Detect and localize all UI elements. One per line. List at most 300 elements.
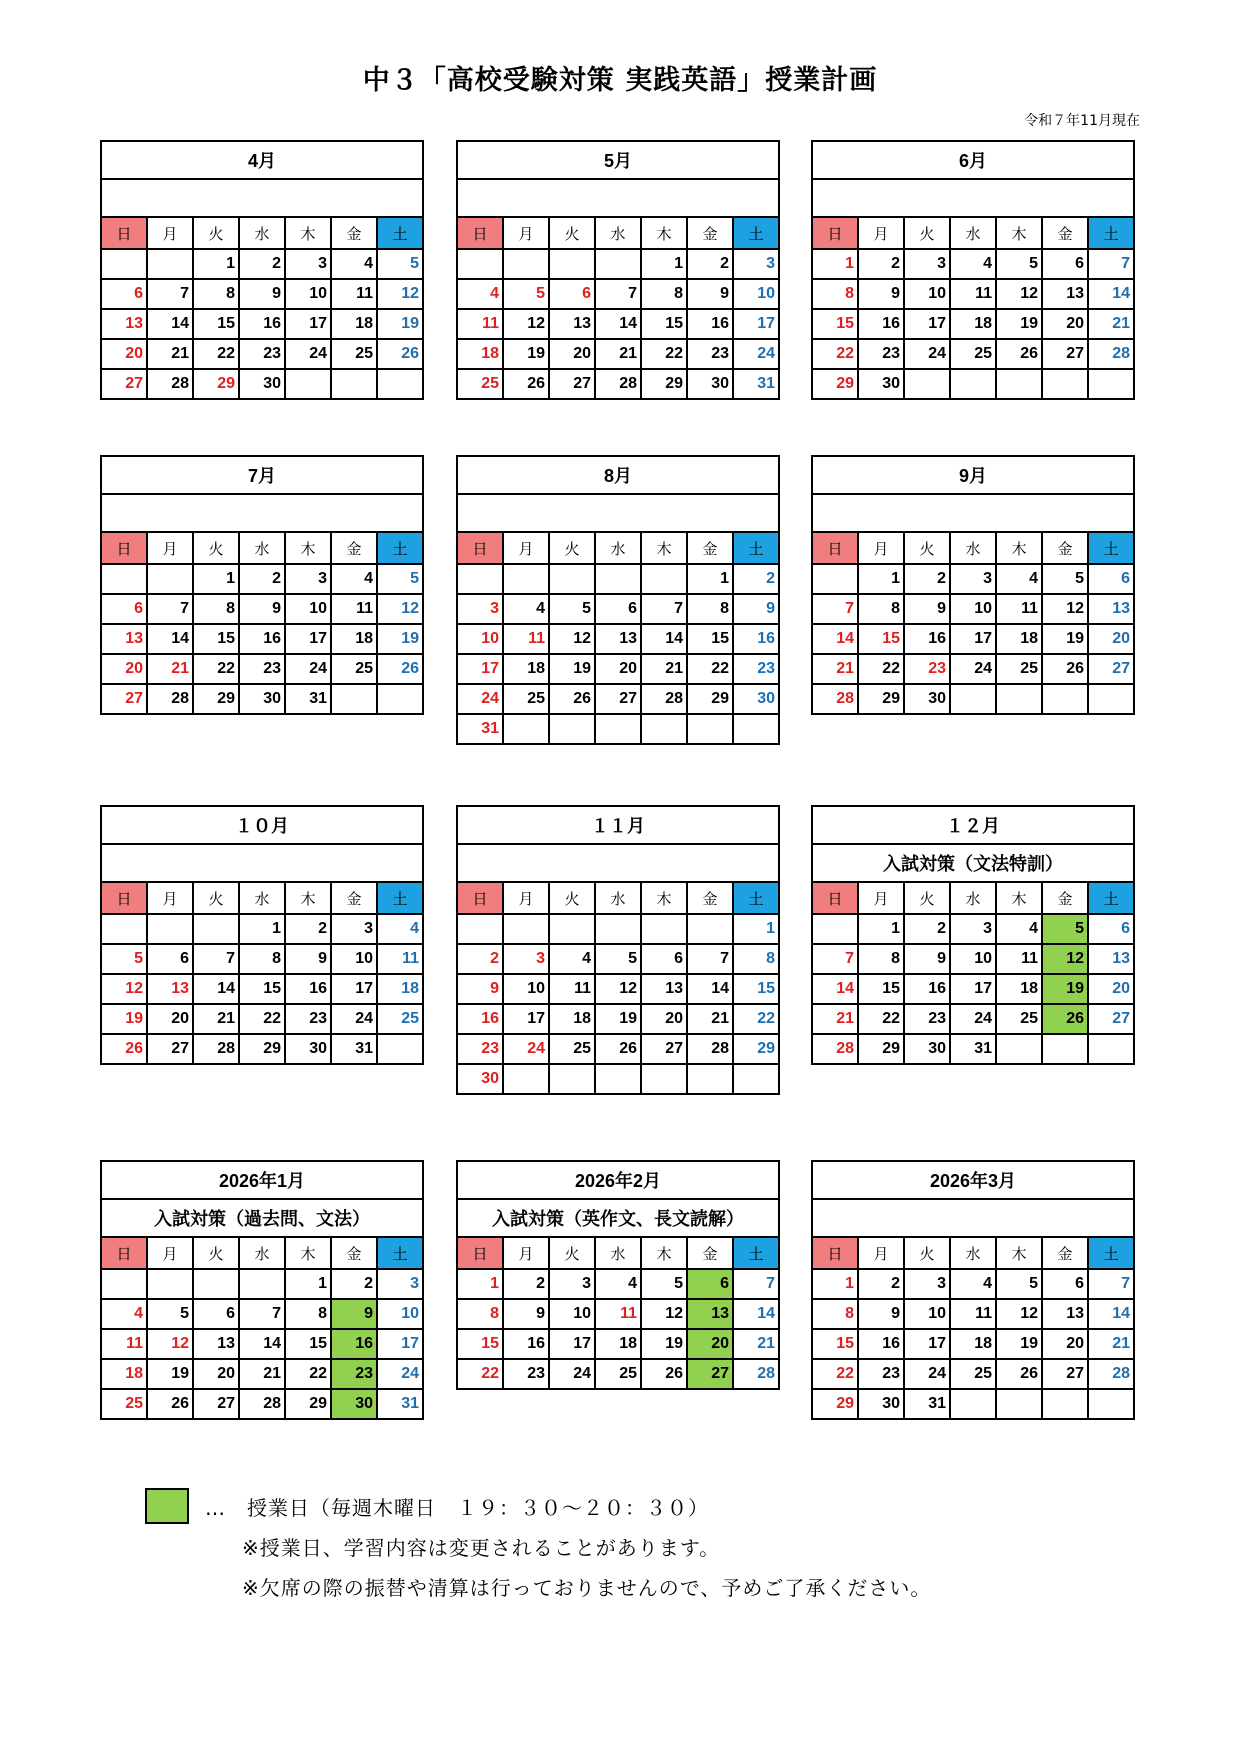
empty-cell — [377, 1034, 423, 1064]
month-calendar — [456, 140, 780, 400]
weekday-header: 日 — [457, 1237, 503, 1269]
day-cell: 18 — [996, 624, 1042, 654]
weekday-header: 木 — [996, 217, 1042, 249]
weekday-header: 月 — [858, 1237, 904, 1269]
day-cell: 27 — [549, 369, 595, 399]
empty-cell — [812, 914, 858, 944]
empty-cell — [549, 714, 595, 744]
day-cell: 16 — [687, 309, 733, 339]
weekday-header: 日 — [101, 882, 147, 914]
day-cell: 7 — [239, 1299, 285, 1329]
day-cell: 18 — [996, 974, 1042, 1004]
day-cell: 29 — [858, 1034, 904, 1064]
month-note — [812, 179, 1134, 217]
day-cell: 19 — [996, 309, 1042, 339]
day-cell: 7 — [733, 1269, 779, 1299]
day-cell: 30 — [904, 684, 950, 714]
day-cell: 18 — [377, 974, 423, 1004]
day-cell: 9 — [239, 594, 285, 624]
weekday-header: 土 — [1088, 217, 1134, 249]
day-cell: 12 — [996, 279, 1042, 309]
day-cell: 13 — [1088, 594, 1134, 624]
day-cell: 8 — [641, 279, 687, 309]
day-cell: 31 — [733, 369, 779, 399]
day-cell: 20 — [1042, 309, 1088, 339]
month-calendar — [456, 1160, 780, 1390]
weekday-header: 金 — [331, 217, 377, 249]
day-cell: 4 — [950, 249, 996, 279]
day-cell: 16 — [904, 624, 950, 654]
day-cell: 30 — [858, 1389, 904, 1419]
day-cell: 21 — [1088, 309, 1134, 339]
day-cell: 9 — [733, 594, 779, 624]
day-cell: 24 — [285, 339, 331, 369]
weekday-header: 火 — [193, 217, 239, 249]
weekday-header: 日 — [457, 532, 503, 564]
day-cell: 6 — [101, 594, 147, 624]
day-cell: 19 — [101, 1004, 147, 1034]
weekday-header: 火 — [549, 882, 595, 914]
day-cell: 30 — [858, 369, 904, 399]
day-cell: 25 — [595, 1359, 641, 1389]
month-note — [457, 494, 779, 532]
day-cell: 2 — [904, 564, 950, 594]
day-cell: 21 — [1088, 1329, 1134, 1359]
weekday-header: 土 — [733, 217, 779, 249]
day-cell: 2 — [858, 1269, 904, 1299]
empty-cell — [239, 1269, 285, 1299]
day-cell: 19 — [996, 1329, 1042, 1359]
day-cell: 27 — [687, 1359, 733, 1389]
weekday-header: 月 — [147, 1237, 193, 1269]
day-cell: 12 — [503, 309, 549, 339]
day-cell: 16 — [858, 309, 904, 339]
empty-cell — [101, 249, 147, 279]
empty-cell — [549, 249, 595, 279]
day-cell: 16 — [331, 1329, 377, 1359]
day-cell: 7 — [147, 594, 193, 624]
day-cell: 8 — [193, 594, 239, 624]
day-cell: 6 — [595, 594, 641, 624]
day-cell: 29 — [687, 684, 733, 714]
day-cell: 5 — [147, 1299, 193, 1329]
weekday-header: 土 — [733, 532, 779, 564]
day-cell: 5 — [377, 564, 423, 594]
day-cell: 25 — [549, 1034, 595, 1064]
day-cell: 26 — [1042, 654, 1088, 684]
weekday-header: 火 — [193, 882, 239, 914]
day-cell: 8 — [812, 1299, 858, 1329]
day-cell: 5 — [1042, 914, 1088, 944]
day-cell: 24 — [549, 1359, 595, 1389]
empty-cell — [641, 1064, 687, 1094]
day-cell: 11 — [996, 594, 1042, 624]
day-cell: 13 — [595, 624, 641, 654]
day-cell: 20 — [1088, 974, 1134, 1004]
day-cell: 15 — [858, 624, 904, 654]
empty-cell — [1088, 1034, 1134, 1064]
day-cell: 13 — [641, 974, 687, 1004]
day-cell: 6 — [193, 1299, 239, 1329]
day-cell: 28 — [641, 684, 687, 714]
weekday-header: 水 — [239, 532, 285, 564]
weekday-header: 水 — [239, 882, 285, 914]
day-cell: 24 — [377, 1359, 423, 1389]
day-cell: 8 — [457, 1299, 503, 1329]
day-cell: 1 — [239, 914, 285, 944]
day-cell: 2 — [285, 914, 331, 944]
day-cell: 16 — [239, 624, 285, 654]
day-cell: 26 — [1042, 1004, 1088, 1034]
day-cell: 27 — [1088, 1004, 1134, 1034]
day-cell: 11 — [595, 1299, 641, 1329]
day-cell: 20 — [1088, 624, 1134, 654]
day-cell: 22 — [239, 1004, 285, 1034]
weekday-header: 月 — [147, 532, 193, 564]
empty-cell — [193, 1269, 239, 1299]
day-cell: 22 — [812, 339, 858, 369]
month-calendar — [456, 455, 780, 745]
month-label: 6月 — [812, 141, 1134, 179]
day-cell: 30 — [239, 684, 285, 714]
month-note: 入試対策（英作文、長文読解） — [457, 1199, 779, 1237]
day-cell: 10 — [503, 974, 549, 1004]
month-label: 5月 — [457, 141, 779, 179]
empty-cell — [687, 914, 733, 944]
day-cell: 14 — [1088, 279, 1134, 309]
month-note — [101, 844, 423, 882]
day-cell: 11 — [457, 309, 503, 339]
day-cell: 1 — [193, 564, 239, 594]
day-cell: 12 — [549, 624, 595, 654]
day-cell: 24 — [733, 339, 779, 369]
day-cell: 11 — [503, 624, 549, 654]
empty-cell — [503, 714, 549, 744]
day-cell: 11 — [549, 974, 595, 1004]
month-calendar — [100, 140, 424, 400]
day-cell: 23 — [331, 1359, 377, 1389]
weekday-header: 木 — [996, 882, 1042, 914]
day-cell: 21 — [687, 1004, 733, 1034]
weekday-header: 月 — [503, 1237, 549, 1269]
day-cell: 1 — [858, 914, 904, 944]
weekday-header: 金 — [1042, 217, 1088, 249]
empty-cell — [503, 249, 549, 279]
weekday-header: 土 — [377, 1237, 423, 1269]
day-cell: 27 — [101, 369, 147, 399]
day-cell: 20 — [1042, 1329, 1088, 1359]
weekday-header: 水 — [950, 1237, 996, 1269]
month-calendar — [100, 805, 424, 1065]
month-calendar — [100, 1160, 424, 1420]
month-label: 2026年1月 — [101, 1161, 423, 1199]
month-note — [812, 1199, 1134, 1237]
day-cell: 18 — [101, 1359, 147, 1389]
weekday-header: 火 — [193, 532, 239, 564]
weekday-header: 水 — [239, 1237, 285, 1269]
weekday-header: 月 — [503, 532, 549, 564]
empty-cell — [595, 714, 641, 744]
day-cell: 25 — [996, 654, 1042, 684]
day-cell: 17 — [950, 624, 996, 654]
day-cell: 5 — [377, 249, 423, 279]
day-cell: 26 — [147, 1389, 193, 1419]
month-calendar — [811, 455, 1135, 715]
empty-cell — [996, 1389, 1042, 1419]
weekday-header: 水 — [950, 882, 996, 914]
day-cell: 11 — [950, 1299, 996, 1329]
day-cell: 7 — [193, 944, 239, 974]
day-cell: 2 — [858, 249, 904, 279]
day-cell: 19 — [549, 654, 595, 684]
day-cell: 8 — [687, 594, 733, 624]
day-cell: 27 — [193, 1389, 239, 1419]
day-cell: 18 — [549, 1004, 595, 1034]
day-cell: 16 — [457, 1004, 503, 1034]
weekday-header: 水 — [950, 217, 996, 249]
day-cell: 25 — [101, 1389, 147, 1419]
empty-cell — [641, 914, 687, 944]
empty-cell — [904, 369, 950, 399]
day-cell: 22 — [812, 1359, 858, 1389]
day-cell: 8 — [193, 279, 239, 309]
day-cell: 6 — [641, 944, 687, 974]
weekday-header: 火 — [549, 532, 595, 564]
day-cell: 2 — [239, 249, 285, 279]
day-cell: 26 — [377, 339, 423, 369]
day-cell: 9 — [285, 944, 331, 974]
empty-cell — [503, 564, 549, 594]
day-cell: 15 — [239, 974, 285, 1004]
month-label: 2026年3月 — [812, 1161, 1134, 1199]
month-note — [101, 494, 423, 532]
day-cell: 21 — [147, 339, 193, 369]
day-cell: 23 — [687, 339, 733, 369]
day-cell: 13 — [1042, 279, 1088, 309]
weekday-header: 日 — [812, 532, 858, 564]
day-cell: 28 — [812, 684, 858, 714]
day-cell: 25 — [377, 1004, 423, 1034]
day-cell: 9 — [858, 1299, 904, 1329]
weekday-header: 火 — [904, 882, 950, 914]
day-cell: 15 — [285, 1329, 331, 1359]
day-cell: 21 — [595, 339, 641, 369]
day-cell: 23 — [904, 654, 950, 684]
day-cell: 1 — [812, 249, 858, 279]
weekday-header: 土 — [377, 532, 423, 564]
day-cell: 12 — [147, 1329, 193, 1359]
day-cell: 21 — [812, 1004, 858, 1034]
day-cell: 8 — [858, 944, 904, 974]
day-cell: 22 — [193, 654, 239, 684]
day-cell: 7 — [1088, 249, 1134, 279]
day-cell: 31 — [377, 1389, 423, 1419]
day-cell: 1 — [733, 914, 779, 944]
day-cell: 29 — [733, 1034, 779, 1064]
day-cell: 29 — [858, 684, 904, 714]
day-cell: 10 — [549, 1299, 595, 1329]
day-cell: 4 — [377, 914, 423, 944]
day-cell: 5 — [101, 944, 147, 974]
day-cell: 4 — [549, 944, 595, 974]
day-cell: 4 — [457, 279, 503, 309]
day-cell: 6 — [549, 279, 595, 309]
day-cell: 30 — [733, 684, 779, 714]
weekday-header: 土 — [1088, 1237, 1134, 1269]
empty-cell — [377, 369, 423, 399]
weekday-header: 水 — [595, 882, 641, 914]
day-cell: 21 — [812, 654, 858, 684]
day-cell: 29 — [812, 369, 858, 399]
legend-text: … 授業日（毎週木曜日 １９：３０～２０：３０） — [205, 1496, 709, 1520]
day-cell: 31 — [457, 714, 503, 744]
empty-cell — [1088, 684, 1134, 714]
note-no-refund: ※欠席の際の振替や清算は行っておりませんので、予めご了承ください。 — [242, 1576, 932, 1600]
day-cell: 27 — [1088, 654, 1134, 684]
day-cell: 2 — [687, 249, 733, 279]
day-cell: 6 — [1042, 1269, 1088, 1299]
empty-cell — [687, 714, 733, 744]
day-cell: 7 — [147, 279, 193, 309]
day-cell: 12 — [641, 1299, 687, 1329]
month-label: １２月 — [812, 806, 1134, 844]
day-cell: 20 — [687, 1329, 733, 1359]
day-cell: 10 — [950, 594, 996, 624]
day-cell: 5 — [996, 1269, 1042, 1299]
day-cell: 8 — [239, 944, 285, 974]
month-label: 9月 — [812, 456, 1134, 494]
day-cell: 1 — [858, 564, 904, 594]
weekday-header: 土 — [1088, 532, 1134, 564]
month-note — [812, 494, 1134, 532]
day-cell: 31 — [904, 1389, 950, 1419]
day-cell: 11 — [377, 944, 423, 974]
month-label: 7月 — [101, 456, 423, 494]
day-cell: 17 — [285, 309, 331, 339]
day-cell: 16 — [733, 624, 779, 654]
empty-cell — [733, 714, 779, 744]
day-cell: 14 — [1088, 1299, 1134, 1329]
day-cell: 3 — [285, 564, 331, 594]
day-cell: 27 — [595, 684, 641, 714]
month-calendar — [456, 805, 780, 1095]
day-cell: 6 — [147, 944, 193, 974]
day-cell: 30 — [239, 369, 285, 399]
weekday-header: 金 — [687, 217, 733, 249]
weekday-header: 水 — [595, 217, 641, 249]
weekday-header: 火 — [904, 1237, 950, 1269]
day-cell: 29 — [812, 1389, 858, 1419]
day-cell: 9 — [904, 594, 950, 624]
month-note — [457, 844, 779, 882]
weekday-header: 火 — [904, 532, 950, 564]
day-cell: 28 — [147, 369, 193, 399]
day-cell: 12 — [996, 1299, 1042, 1329]
weekday-header: 金 — [687, 882, 733, 914]
day-cell: 19 — [641, 1329, 687, 1359]
day-cell: 17 — [331, 974, 377, 1004]
day-cell: 18 — [950, 1329, 996, 1359]
weekday-header: 火 — [904, 217, 950, 249]
day-cell: 25 — [950, 1359, 996, 1389]
day-cell: 13 — [147, 974, 193, 1004]
day-cell: 16 — [503, 1329, 549, 1359]
day-cell: 18 — [457, 339, 503, 369]
day-cell: 7 — [595, 279, 641, 309]
empty-cell — [193, 914, 239, 944]
day-cell: 3 — [377, 1269, 423, 1299]
day-cell: 16 — [904, 974, 950, 1004]
month-label: 8月 — [457, 456, 779, 494]
day-cell: 5 — [503, 279, 549, 309]
weekday-header: 月 — [858, 532, 904, 564]
day-cell: 24 — [503, 1034, 549, 1064]
day-cell: 20 — [147, 1004, 193, 1034]
weekday-header: 土 — [733, 1237, 779, 1269]
day-cell: 14 — [147, 309, 193, 339]
empty-cell — [1042, 369, 1088, 399]
day-cell: 25 — [331, 339, 377, 369]
weekday-header: 金 — [1042, 1237, 1088, 1269]
day-cell: 5 — [549, 594, 595, 624]
empty-cell — [503, 1064, 549, 1094]
day-cell: 13 — [687, 1299, 733, 1329]
empty-cell — [101, 564, 147, 594]
day-cell: 2 — [331, 1269, 377, 1299]
day-cell: 15 — [687, 624, 733, 654]
day-cell: 14 — [641, 624, 687, 654]
day-cell: 4 — [996, 914, 1042, 944]
month-label: 4月 — [101, 141, 423, 179]
day-cell: 21 — [641, 654, 687, 684]
empty-cell — [549, 914, 595, 944]
day-cell: 13 — [101, 309, 147, 339]
day-cell: 23 — [457, 1034, 503, 1064]
day-cell: 6 — [1088, 564, 1134, 594]
day-cell: 7 — [687, 944, 733, 974]
day-cell: 12 — [377, 594, 423, 624]
weekday-header: 木 — [641, 532, 687, 564]
day-cell: 25 — [503, 684, 549, 714]
weekday-header: 水 — [239, 217, 285, 249]
weekday-header: 木 — [285, 532, 331, 564]
day-cell: 1 — [193, 249, 239, 279]
month-label: １１月 — [457, 806, 779, 844]
day-cell: 1 — [812, 1269, 858, 1299]
day-cell: 28 — [733, 1359, 779, 1389]
day-cell: 22 — [733, 1004, 779, 1034]
day-cell: 11 — [331, 594, 377, 624]
day-cell: 3 — [457, 594, 503, 624]
day-cell: 23 — [503, 1359, 549, 1389]
day-cell: 12 — [1042, 944, 1088, 974]
weekday-header: 月 — [147, 217, 193, 249]
day-cell: 27 — [147, 1034, 193, 1064]
month-calendar — [100, 455, 424, 715]
day-cell: 29 — [239, 1034, 285, 1064]
day-cell: 26 — [996, 1359, 1042, 1389]
empty-cell — [950, 369, 996, 399]
day-cell: 10 — [904, 279, 950, 309]
day-cell: 23 — [733, 654, 779, 684]
day-cell: 17 — [950, 974, 996, 1004]
day-cell: 3 — [950, 564, 996, 594]
day-cell: 18 — [331, 624, 377, 654]
empty-cell — [1042, 1389, 1088, 1419]
day-cell: 5 — [595, 944, 641, 974]
day-cell: 21 — [147, 654, 193, 684]
day-cell: 22 — [687, 654, 733, 684]
